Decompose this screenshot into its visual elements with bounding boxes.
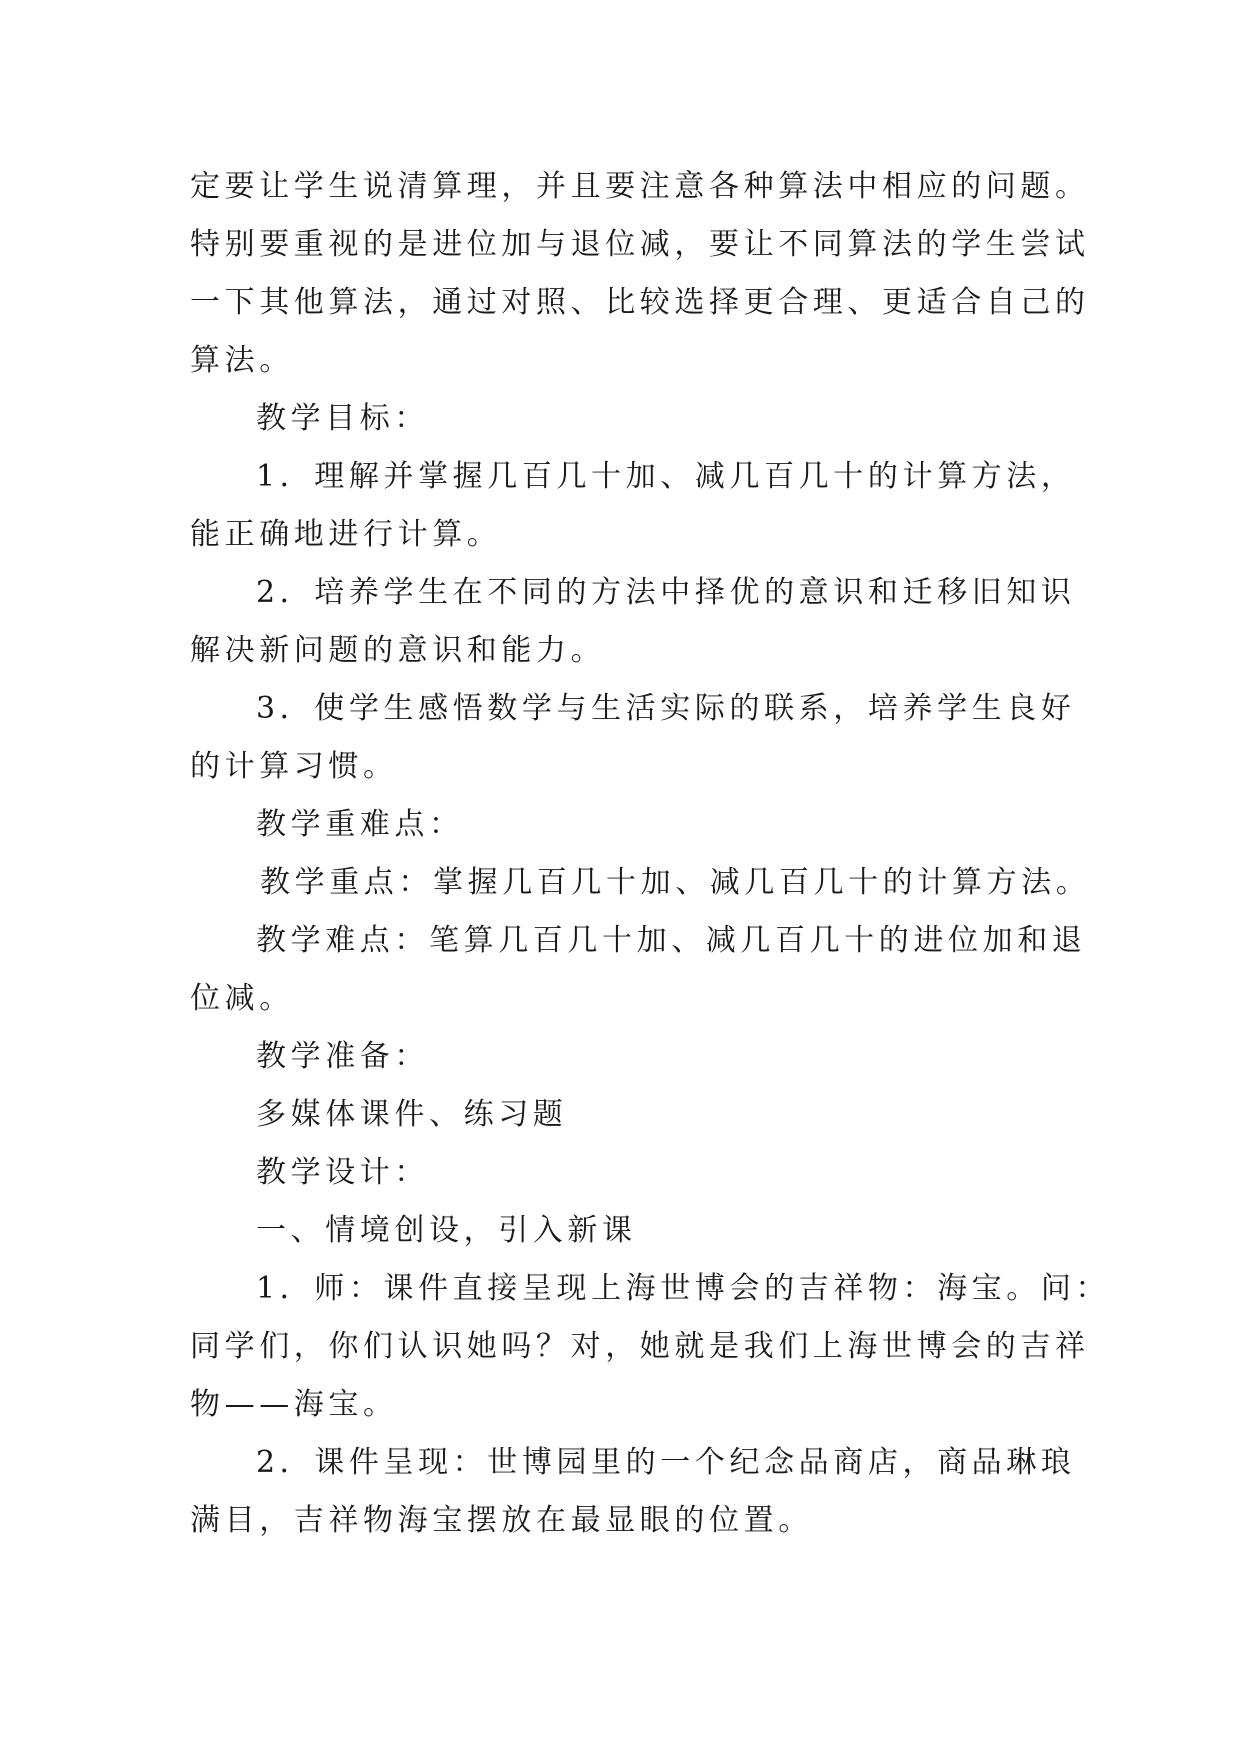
- text-line: 算法。: [190, 343, 294, 378]
- text-line: 位减。: [190, 981, 294, 1016]
- section-heading: 教学设计：: [256, 1155, 429, 1190]
- text-line: 同学们，你们认识她吗？对，她就是我们上海世博会的吉祥: [190, 1329, 1090, 1364]
- subsection-heading: 一、情境创设，引入新课: [256, 1213, 637, 1248]
- text-line: 满目，吉祥物海宝摆放在最显眼的位置。: [190, 1503, 813, 1538]
- text-line: 多媒体课件、练习题: [256, 1097, 568, 1132]
- text-line: 3．使学生感悟数学与生活实际的联系，培养学生良好: [256, 691, 1076, 726]
- text-line: 的计算习惯。: [190, 749, 398, 784]
- text-line: 教学难点：笔算几百几十加、减几百几十的进位加和退: [256, 923, 1087, 958]
- text-line: 物——海宝。: [190, 1387, 398, 1422]
- text-line: 1．理解并掌握几百几十加、减几百几十的计算方法，: [256, 459, 1076, 494]
- document-body: [190, 158, 1111, 1550]
- text-line: 2．课件呈现：世博园里的一个纪念品商店，商品琳琅: [256, 1445, 1076, 1480]
- section-heading: 教学重难点：: [256, 807, 464, 842]
- text-line: 特别要重视的是进位加与退位减，要让不同算法的学生尝试: [190, 227, 1090, 262]
- text-line: 一下其他算法，通过对照、比较选择更合理、更适合自己的: [190, 285, 1090, 320]
- section-heading: 教学准备：: [256, 1039, 429, 1074]
- text-line: 能正确地进行计算。: [190, 517, 502, 552]
- text-line: 1．师：课件直接呈现上海世博会的吉祥物：海宝。问：: [256, 1271, 1111, 1306]
- section-heading: 教学目标：: [256, 401, 429, 436]
- text-line: 定要让学生说清算理，并且要注意各种算法中相应的问题。: [190, 169, 1090, 204]
- text-line: 2．培养学生在不同的方法中择优的意识和迁移旧知识: [256, 575, 1076, 610]
- text-line: 解决新问题的意识和能力。: [190, 633, 606, 668]
- text-line: 教学重点：掌握几百几十加、减几百几十的计算方法。: [260, 865, 1091, 900]
